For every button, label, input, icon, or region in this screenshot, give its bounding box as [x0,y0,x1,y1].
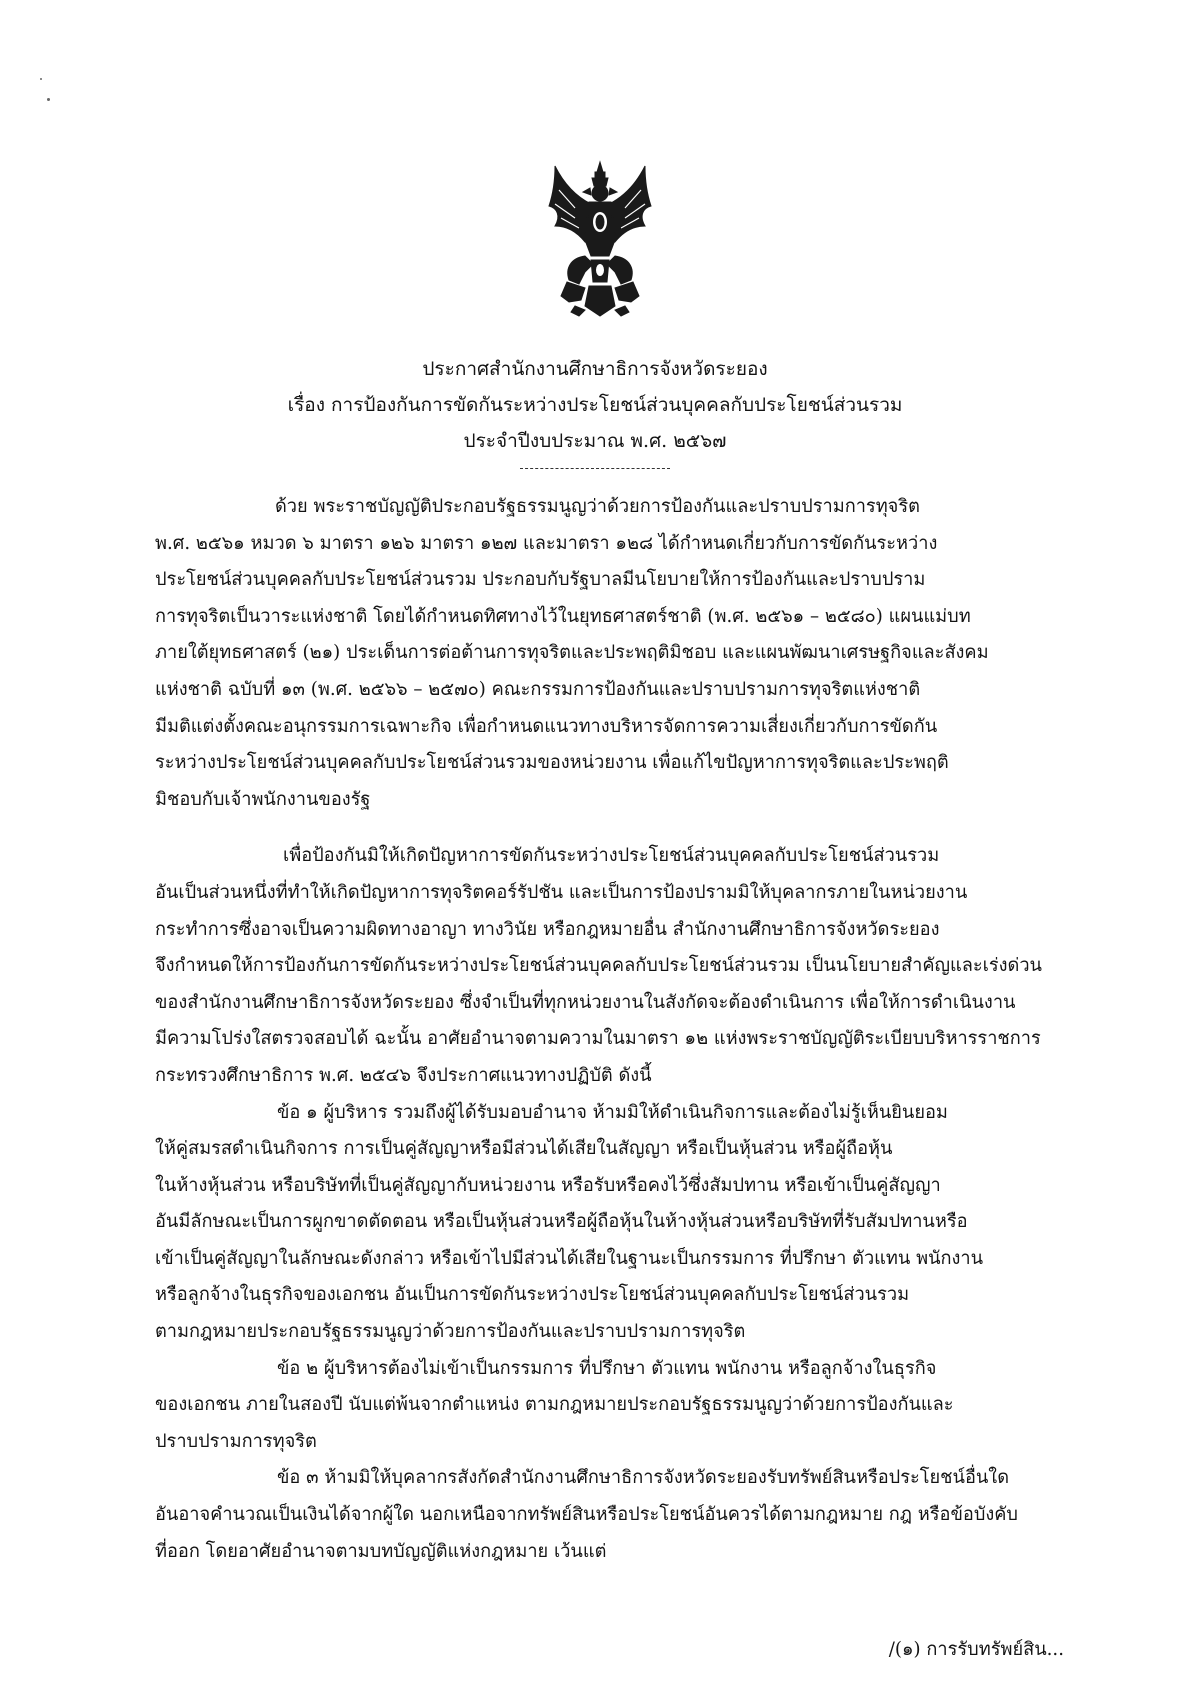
text-line: อันเป็นส่วนหนึ่งที่ทำให้เกิดปัญหาการทุจริตคอร์รัปชัน และเป็นการป้องปรามมิให้บุคลากรภายในหน่วยงาน [155,881,968,903]
paragraph [155,1095,1075,1351]
text-line: เข้าเป็นคู่สัญญาในลักษณะดังกล่าว หรือเข้าไปมีส่วนได้เสียในฐานะเป็นกรรมการ ที่ปรึกษา ตัวแทน พนักงาน [155,1247,984,1269]
paragraph [155,838,1075,1094]
text-line: ปราบปรามการทุจริต [155,1430,317,1452]
text-line: ตามกฎหมายประกอบรัฐธรรมนูญว่าด้วยการป้องกันและปราบปรามการทุจริต [155,1321,746,1343]
text-line: ในห้างหุ้นส่วน หรือบริษัทที่เป็นคู่สัญญากับหน่วยงาน หรือรับหรือคงไว้ซึ่งสัมปทาน หรือเข้าเป็นคู่สัญญา [155,1174,941,1196]
text-line: การทุจริตเป็นวาระแห่งชาติ โดยได้กำหนดทิศทางไว้ในยุทธศาสตร์ชาติ (พ.ศ. ๒๕๖๑ – ๒๕๘๐) แผนแม่บท [155,605,971,627]
text-line: ข้อ ๒ ผู้บริหารต้องไม่เข้าเป็นกรรมการ ที่ปรึกษา ตัวแทน พนักงาน หรือลูกจ้างในธุรกิจ [277,1357,937,1379]
scan-speck [40,78,42,80]
paragraph [155,1351,1075,1461]
text-line: พ.ศ. ๒๕๖๑ หมวด ๖ มาตรา ๑๒๖ มาตรา ๑๒๗ และมาตรา ๑๒๘ ได้กำหนดเกี่ยวกับการขัดกันระหว่าง [155,532,938,554]
text-line: หรือลูกจ้างในธุรกิจของเอกชน อันเป็นการขัดกันระหว่างประโยชน์ส่วนบุคคลกับประโยชน์ส่วนรวม [155,1284,910,1306]
text-line: กระทรวงศึกษาธิการ พ.ศ. ๒๕๔๖ จึงประกาศแนวทางปฏิบัติ ดังนี้ [155,1064,652,1086]
text-line: ด้วย พระราชบัญญัติประกอบรัฐธรรมนูญว่าด้วยการป้องกันและปราบปรามการทุจริต [275,496,920,517]
text-line: มิชอบกับเจ้าพนักงานของรัฐ [155,788,371,810]
text-line: ข้อ ๓ ห้ามมิให้บุคลากรสังกัดสำนักงานศึกษาธิการจังหวัดระยองรับทรัพย์สินหรือประโยชน์อื่นใด [277,1467,1010,1489]
text-line: ของเอกชน ภายในสองปี นับแต่พ้นจากตำแหน่ง ตามกฎหมายประกอบรัฐธรรมนูญว่าด้วยการป้องกันและ [155,1394,954,1416]
text-line: ให้คู่สมรสดำเนินกิจการ การเป็นคู่สัญญาหรือมีส่วนได้เสียในสัญญา หรือเป็นหุ้นส่วน หรือผู้ถือหุ้น [155,1138,893,1160]
text-line: มีความโปร่งใสตรวจสอบได้ ฉะนั้น อาศัยอำนาจตามความในมาตรา ๑๒ แห่งพระราชบัญญัติระเบียบบริหารราชการ [155,1028,1041,1050]
header-divider [520,468,670,469]
announcement-subject: เรื่อง การป้องกันการขัดกันระหว่างประโยชน์ส่วนบุคคลกับประโยชน์ส่วนรวม [287,394,903,416]
text-line: ภายใต้ยุทธศาสตร์ (๒๑) ประเด็นการต่อต้านการทุจริตและประพฤติมิชอบ และแผนพัฒนาเศรษฐกิจและสังคม [155,642,989,664]
text-line: ที่ออก โดยอาศัยอำนาจตามบทบัญญัติแห่งกฎหมาย เว้นแต่ [155,1540,607,1562]
fiscal-year-line: ประจำปีงบประมาณ พ.ศ. ๒๕๖๗ [463,430,727,452]
text-line: มีมติแต่งตั้งคณะอนุกรรมการเฉพาะกิจ เพื่อกำหนดแนวทางบริหารจัดการความเสี่ยงเกี่ยวกับการขัดกัน [155,715,938,737]
text-line: อันอาจคำนวณเป็นเงินได้จากผู้ใด นอกเหนือจากทรัพย์สินหรือประโยชน์อันควรได้ตามกฎหมาย กฎ หรือข้อบังคับ [155,1504,1018,1526]
continuation-note: /(๑) การรับทรัพย์สิน... [888,1639,1064,1660]
scan-speck [47,98,50,101]
text-line: ระหว่างประโยชน์ส่วนบุคคลกับประโยชน์ส่วนรวมของหน่วยงาน เพื่อแก้ไขปัญหาการทุจริตและประพฤติ [155,752,949,774]
paragraph [155,489,1075,818]
text-line: อันมีลักษณะเป็นการผูกขาดตัดตอน หรือเป็นหุ้นส่วนหรือผู้ถือหุ้นในห้างหุ้นส่วนหรือบริษัทที่รับสัมปทานหรือ [155,1211,968,1233]
text-line: กระทำการซึ่งอาจเป็นความผิดทางอาญา ทางวินัย หรือกฎหมายอื่น สำนักงานศึกษาธิการจังหวัดระยอง [155,918,940,940]
document-body [155,489,1075,1570]
text-line: ของสำนักงานศึกษาธิการจังหวัดระยอง ซึ่งจำเป็นที่ทุกหน่วยงานในสังกัดจะต้องดำเนินการ เพื่อให้การดำเนินงาน [155,991,1016,1013]
announcement-title: ประกาศสำนักงานศึกษาธิการจังหวัดระยอง [422,358,768,380]
text-line: จึงกำหนดให้การป้องกันการขัดกันระหว่างประโยชน์ส่วนบุคคลกับประโยชน์ส่วนรวม เป็นนโยบายสำคัญและเร่งด่วน [155,955,1042,977]
paragraph [155,1460,1075,1570]
text-line: ข้อ ๑ ผู้บริหาร รวมถึงผู้ได้รับมอบอำนาจ ห้ามมิให้ดำเนินกิจการและต้องไม่รู้เห็นยินยอม [277,1101,948,1123]
garuda-emblem-icon [545,160,655,318]
text-line: ประโยชน์ส่วนบุคคลกับประโยชน์ส่วนรวม ประกอบกับรัฐบาลมีนโยบายให้การป้องกันและปราบปราม [155,569,926,591]
text-line: แห่งชาติ ฉบับที่ ๑๓ (พ.ศ. ๒๕๖๖ – ๒๕๗๐) คณะกรรมการป้องกันและปราบปรามการทุจริตแห่งชาติ [155,678,921,700]
text-line: เพื่อป้องกันมิให้เกิดปัญหาการขัดกันระหว่างประโยชน์ส่วนบุคคลกับประโยชน์ส่วนรวม [283,845,940,867]
